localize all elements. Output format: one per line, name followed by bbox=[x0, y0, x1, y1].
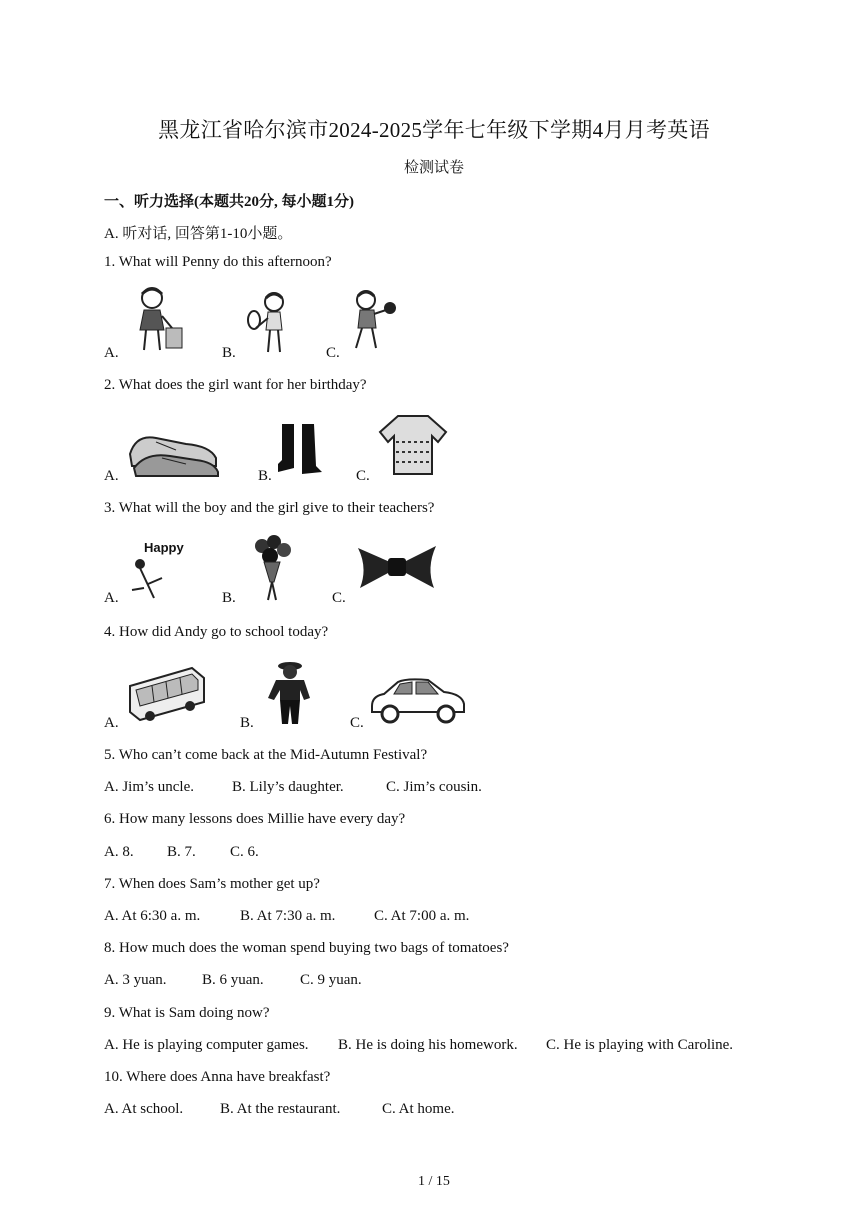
question-7: 7. When does Sam’s mother get up? bbox=[104, 876, 320, 892]
part-heading: A. 听对话, 回答第1-10小题。 bbox=[104, 226, 293, 242]
option-7a: A. At 6:30 a. m. bbox=[104, 908, 201, 924]
option-6c: C. 6. bbox=[230, 844, 259, 860]
option-3c: C. bbox=[332, 590, 346, 606]
option-10a: A. At school. bbox=[104, 1101, 184, 1117]
flower-stem-icon bbox=[128, 556, 168, 600]
walking-man-icon bbox=[258, 658, 318, 726]
option-2c: C. bbox=[356, 468, 370, 484]
option-9a: A. He is playing computer games. bbox=[104, 1037, 309, 1053]
question-4: 4. How did Andy go to school today? bbox=[104, 624, 329, 640]
option-8a: A. 3 yuan. bbox=[104, 972, 167, 988]
option-4a: A. bbox=[104, 715, 119, 731]
option-5a: A. Jim’s uncle. bbox=[104, 779, 194, 795]
question-8: 8. How much does the woman spend buying two bags of tomatoes? bbox=[104, 940, 509, 956]
page-subtitle: 检测试卷 bbox=[403, 158, 464, 176]
option-3b: B. bbox=[222, 590, 236, 606]
question-1: 1. What will Penny do this afternoon? bbox=[104, 254, 332, 270]
option-9c: C. He is playing with Caroline. bbox=[546, 1037, 734, 1053]
option-10b: B. At the restaurant. bbox=[220, 1101, 341, 1117]
option-6a: A. 8. bbox=[104, 844, 134, 860]
bus-icon bbox=[126, 664, 208, 726]
question-6: 6. How many lessons does Millie have every day? bbox=[104, 811, 406, 827]
option-4b: B. bbox=[240, 715, 254, 731]
option-1c: C. bbox=[326, 345, 340, 361]
page-number: 1 / 15 bbox=[418, 1174, 450, 1189]
option-6b: B. 7. bbox=[167, 844, 196, 860]
page-title: 黑龙江省哈尔滨市2024-2025学年七年级下学期4月月考英语 bbox=[158, 118, 710, 142]
option-8b: B. 6 yuan. bbox=[202, 972, 264, 988]
flowers-icon bbox=[248, 534, 296, 602]
option-4c: C. bbox=[350, 715, 364, 731]
card-text: Happy bbox=[144, 540, 184, 555]
bow-tie-icon bbox=[356, 542, 438, 592]
question-3: 3. What will the boy and the girl give to their teachers? bbox=[104, 500, 435, 516]
option-1b: B. bbox=[222, 345, 236, 361]
sneakers-icon bbox=[126, 424, 222, 480]
card-happy-icon bbox=[128, 538, 198, 600]
boots-icon bbox=[276, 420, 324, 478]
girl-tennis-icon bbox=[244, 288, 292, 358]
section-heading: 一、听力选择(本题共20分, 每小题1分) bbox=[104, 194, 354, 210]
girl-shopping-icon bbox=[126, 284, 188, 358]
option-2b: B. bbox=[258, 468, 272, 484]
question-9: 9. What is Sam doing now? bbox=[104, 1005, 270, 1021]
option-3a: A. bbox=[104, 590, 119, 606]
option-8c: C. 9 yuan. bbox=[300, 972, 362, 988]
question-10: 10. Where does Anna have breakfast? bbox=[104, 1069, 331, 1085]
option-9b: B. He is doing his homework. bbox=[338, 1037, 518, 1053]
car-icon bbox=[368, 672, 468, 726]
question-5: 5. Who can’t come back at the Mid-Autumn Festival? bbox=[104, 747, 428, 763]
option-5b: B. Lily’s daughter. bbox=[232, 779, 344, 795]
option-10c: C. At home. bbox=[382, 1101, 455, 1117]
sweater-icon bbox=[376, 412, 450, 478]
option-2a: A. bbox=[104, 468, 119, 484]
option-7b: B. At 7:30 a. m. bbox=[240, 908, 336, 924]
option-1a: A. bbox=[104, 345, 119, 361]
option-5c: C. Jim’s cousin. bbox=[386, 779, 482, 795]
question-2: 2. What does the girl want for her birthday? bbox=[104, 377, 367, 393]
girl-ping-pong-icon bbox=[346, 286, 408, 358]
option-7c: C. At 7:00 a. m. bbox=[374, 908, 470, 924]
